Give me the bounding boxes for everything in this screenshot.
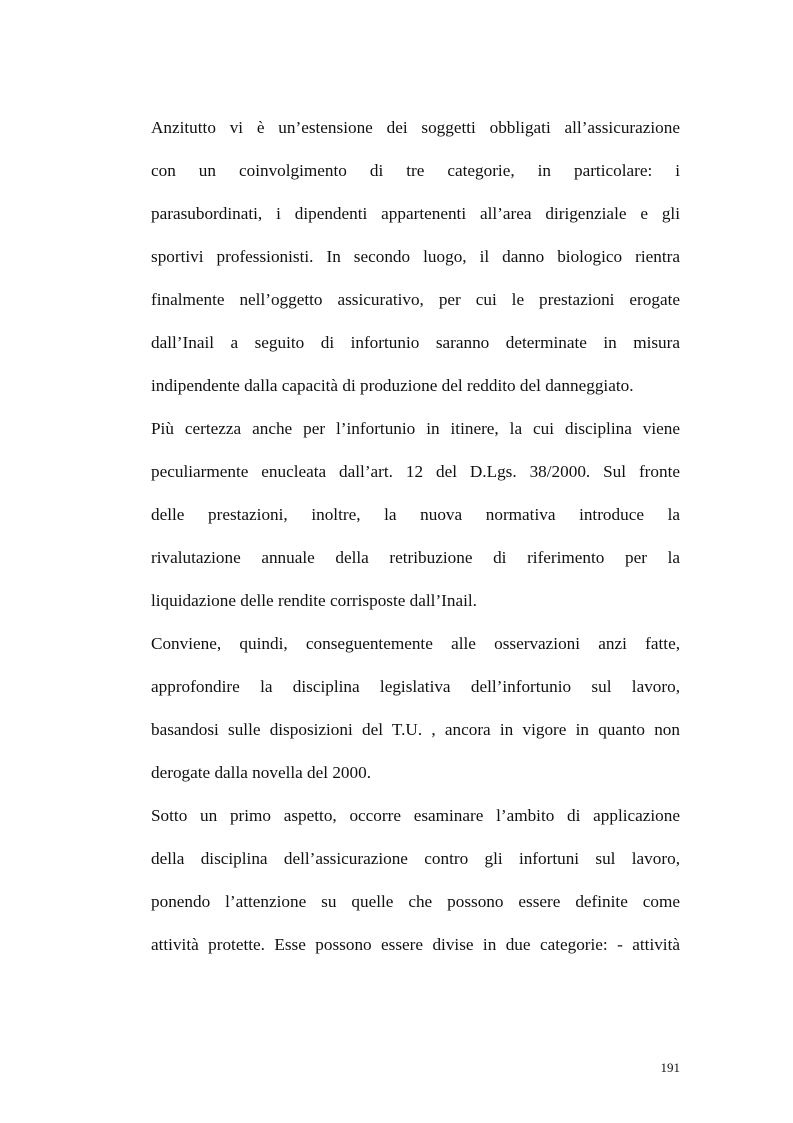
- text-line: rivalutazione annuale della retribuzione di riferimento per la: [151, 548, 680, 567]
- text-line: indipendente dalla capacità di produzione del reddito del danneggiato.: [151, 376, 634, 395]
- body-text: [151, 106, 680, 966]
- page-number: 191: [660, 1060, 680, 1075]
- text-line: derogate dalla novella del 2000.: [151, 763, 372, 782]
- text-line: liquidazione delle rendite corrisposte dall’Inail.: [151, 591, 477, 610]
- text-line: Più certezza anche per l’infortunio in itinere, la cui disciplina viene: [151, 419, 680, 438]
- text-line: attività protette. Esse possono essere divise in due categorie: - attività: [151, 935, 680, 954]
- text-line: con un coinvolgimento di tre categorie, in particolare: i: [151, 161, 680, 180]
- text-line: approfondire la disciplina legislativa dell’infortunio sul lavoro,: [151, 677, 680, 696]
- text-line: Anzitutto vi è un’estensione dei soggetti obbligati all’assicurazione: [151, 118, 680, 137]
- text-line: della disciplina dell’assicurazione contro gli infortuni sul lavoro,: [151, 849, 680, 868]
- text-line: Sotto un primo aspetto, occorre esaminare l’ambito di applicazione: [151, 806, 680, 825]
- text-line: sportivi professionisti. In secondo luogo, il danno biologico rientra: [151, 247, 680, 266]
- text-line: dall’Inail a seguito di infortunio saranno determinate in misura: [151, 333, 680, 352]
- text-line: basandosi sulle disposizioni del T.U. , ancora in vigore in quanto non: [151, 720, 680, 739]
- text-line: peculiarmente enucleata dall’art. 12 del D.Lgs. 38/2000. Sul fronte: [151, 462, 680, 481]
- text-line: finalmente nell’oggetto assicurativo, per cui le prestazioni erogate: [151, 290, 680, 309]
- text-line: ponendo l’attenzione su quelle che possono essere definite come: [151, 892, 680, 911]
- text-line: delle prestazioni, inoltre, la nuova normativa introduce la: [151, 505, 680, 524]
- text-line: parasubordinati, i dipendenti appartenenti all’area dirigenziale e gli: [151, 204, 680, 223]
- text-line: Conviene, quindi, conseguentemente alle osservazioni anzi fatte,: [151, 634, 680, 653]
